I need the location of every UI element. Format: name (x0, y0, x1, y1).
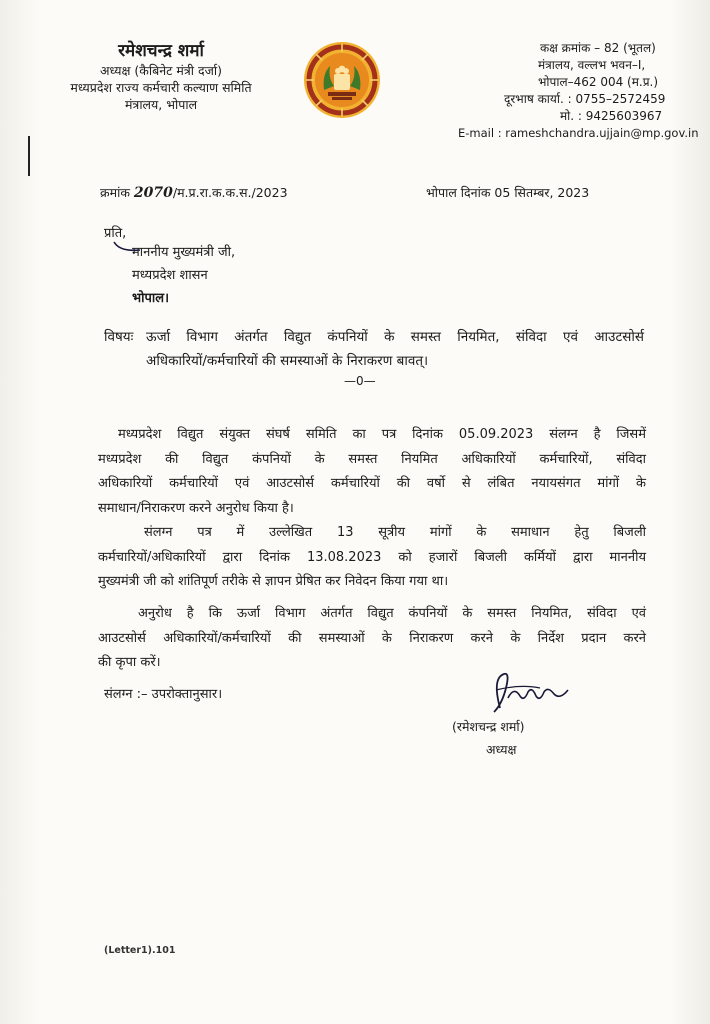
paragraph-line: कर्मचारियों/अधिकारियों द्वारा दिनांक 13.08.2023 को हजारों बिजली कर्मियों द्वारा माननीय (98, 549, 646, 565)
paragraph-line: अनुरोध है कि ऊर्जा विभाग अंतर्गत विद्युत कंपनियों के समस्त नियमित, संविदा एवं (138, 606, 646, 621)
paragraph-line: की कृपा करें। (98, 655, 161, 670)
subject-line: ऊर्जा विभाग अंतर्गत विद्युत कंपनियों के समस्त नियमित, संविदा एवं आउटसोर्स (146, 329, 644, 345)
paragraph-line: समाधान/निराकरण करने अनुरोध किया है। (98, 500, 294, 516)
reference-prefix: क्रमांक (100, 185, 130, 200)
enclosure-note: संलग्न :– उपरोक्तानुसार। (104, 687, 223, 702)
signatory-designation: अध्यक्ष (486, 742, 517, 757)
paragraph-line: संलग्न पत्र में उल्लेखित 13 सूत्रीय मांगों के समाधान हेतु बिजली (144, 525, 646, 540)
paragraph-line: आउटसोर्स अधिकारियों/कर्मचारियों की समस्याओं के निराकरण करने के निर्देश प्रदान करने (98, 630, 646, 646)
body-paragraph (98, 423, 646, 521)
addressee-line: मध्यप्रदेश शासन (132, 268, 208, 283)
signatory-name: (रमेशचन्द्र शर्मा) (452, 719, 525, 734)
letterhead-left (36, 40, 286, 113)
letterhead-contact (458, 40, 699, 142)
addressee-prati: प्रति, (104, 226, 127, 241)
pen-tick-mark (112, 238, 142, 256)
margin-mark (28, 136, 30, 176)
mp-state-emblem-icon (302, 40, 382, 120)
sender-designation: अध्यक्ष (कैबिनेट मंत्री दर्जा) (99, 63, 223, 78)
room-number: कक्ष क्रमांक – 82 (भूतल) (540, 41, 656, 55)
divider: —0— (344, 374, 376, 388)
sender-name: रमेशचन्द्र शर्मा (118, 41, 204, 61)
addressee-line: माननीय मुख्यमंत्री जी, (132, 245, 236, 260)
footer-file-ref: (Letter1).101 (104, 945, 176, 956)
office-place: मंत्रालय, भोपाल (124, 97, 198, 112)
paragraph-line: मध्यप्रदेश की विद्युत कंपनियों के समस्त नियमित अधिकारियों कर्मचारियों, संविदा (98, 451, 646, 467)
committee-name: मध्यप्रदेश राज्य कर्मचारी कल्याण समिति (70, 80, 252, 95)
paragraph-line: मुख्यमंत्री जी को शांतिपूर्ण तरीके से ज्ञापन प्रेषित कर निवेदन किया गया था। (98, 574, 449, 589)
city-pincode: भोपाल–462 004 (म.प्र.) (538, 75, 659, 89)
subject-line: अधिकारियों/कर्मचारियों की समस्याओं के निराकरण बावत्। (146, 353, 429, 369)
office-phone: दूरभाष कार्या. : 0755–2572459 (504, 92, 666, 106)
subject-label: विषयः (104, 329, 134, 345)
paragraph-line: अधिकारियों कर्मचारियों एवं आउटसोर्स कर्मचारियों की वर्षो से लंबित नयायसंगत मांगों के (98, 476, 646, 491)
body-paragraph (98, 521, 646, 595)
mobile-number: मो. : 9425603967 (560, 109, 663, 123)
handwritten-signature (470, 668, 580, 718)
reference-handwritten-number: 2070 (133, 185, 173, 201)
reference-number (100, 184, 288, 201)
email-address: E-mail : rameshchandra.ujjain@mp.gov.in (458, 126, 699, 140)
addressee-line: भोपाल। (132, 291, 169, 306)
paragraph-line: मध्यप्रदेश विद्युत संयुक्त संघर्ष समिति का पत्र दिनांक 05.09.2023 संलग्न है जिसमें (118, 427, 646, 442)
addressee-block (132, 241, 235, 310)
letter-date: भोपाल दिनांक 05 सितम्बर, 2023 (426, 185, 590, 200)
building-address: मंत्रालय, वल्लभ भवन–I, (538, 58, 646, 72)
reference-suffix: /म.प्र.रा.क.क.स./2023 (172, 185, 288, 200)
body-paragraph (98, 602, 646, 676)
